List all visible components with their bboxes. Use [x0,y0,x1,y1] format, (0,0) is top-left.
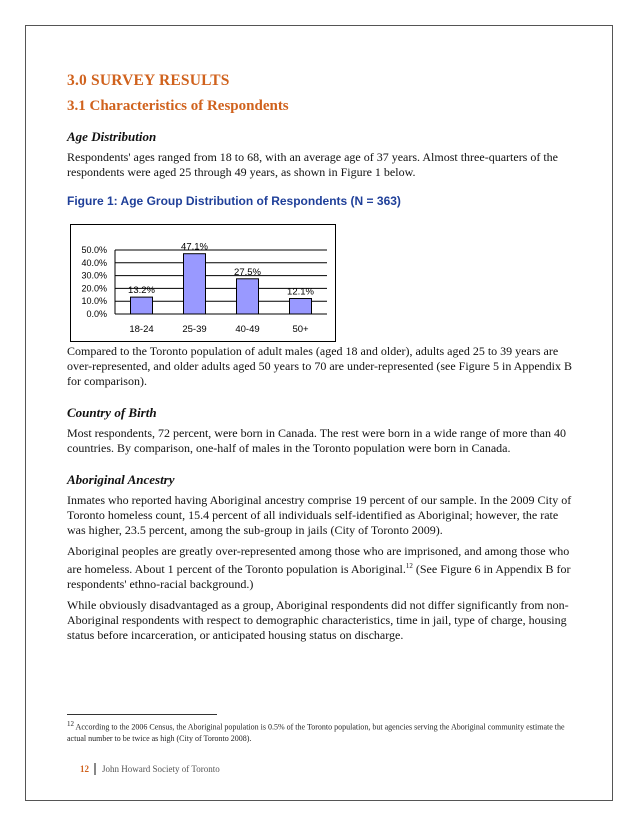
x-tick-label: 18-24 [129,324,154,335]
subsection-title: 3.1 Characteristics of Respondents [67,98,289,114]
bar [184,254,206,314]
data-label: 13.2% [128,285,155,297]
birth-heading: Country of Birth [67,405,157,420]
age-heading: Age Distribution [67,129,157,144]
footnote-rule [67,714,217,715]
page-footer [80,763,220,775]
footnote [67,719,577,744]
x-tick-label: 25-39 [182,324,207,335]
section-title: 3.0 SURVEY RESULTS [67,72,230,89]
x-tick-label: 50+ [292,324,309,335]
aboriginal-paragraph-1: Inmates who reported having Aboriginal ancestry comprise 19 percent of our sample. In the 2009 City of Toronto homeless count, 15.4 percent of all individuals self-identified as Aboriginal; however, the rate was higher, 23.5 percent, among the sub-group in jails (City of Toronto 2009). [67,493,572,537]
footer-org: John Howard Society of Toronto [102,764,220,774]
footnote-number: 12 [67,720,74,728]
age-paragraph: Respondents' ages ranged from 18 to 68, with an average age of 37 years. Almost three-quarters of the respondents were aged 25 through 49 years, as shown in Figure 1 below. [67,150,559,179]
y-tick-label: 20.0% [81,283,107,294]
y-tick-label: 30.0% [81,270,107,281]
y-tick-label: 40.0% [81,257,107,268]
bar [237,279,259,314]
figure-title: Figure 1: Age Group Distribution of Respondents (N = 363) [67,194,401,208]
aboriginal-p2-text: Aboriginal peoples are greatly over-represented among those who are imprisoned, and among those who are homeless. About 1 percent of the Toronto population is Aboriginal. [67,544,570,576]
y-tick-label: 50.0% [81,245,107,255]
aboriginal-p2-rest: (See Figure 6 in Appendix B for respondents' ethno-racial background.) [67,562,571,591]
data-label: 27.5% [234,266,261,278]
aboriginal-heading: Aboriginal Ancestry [67,472,175,487]
aboriginal-paragraph-3: While obviously disadvantaged as a group, Aboriginal respondents did not differ significantly from non-Aboriginal respondents with respect to demographic characteristics, time in jail, type of charge, housing status before incarceration, or anticipated housing status on discharge. [67,598,569,642]
data-label: 12.1% [287,286,314,298]
age-chart [70,224,336,342]
aboriginal-paragraph-2 [67,544,579,592]
footnote-ref[interactable]: 12 [405,562,413,570]
after-chart-paragraph: Compared to the Toronto population of adult males (aged 18 and older), adults aged 25 to 39 years are over-represented, and older adults aged 50 years to 70 are under-represented (see Figure 5 in Appendix B for comparison). [67,344,573,388]
footnote-text: According to the 2006 Census, the Aboriginal population is 0.5% of the Toronto population, but agencies serving the Aboriginal community estimate the actual number to be twice as high (City of Toronto 2008). [67,722,565,743]
age-chart-svg [70,224,336,342]
footer-divider [94,763,96,775]
bar [290,299,312,314]
birth-paragraph: Most respondents, 72 percent, were born in Canada. The rest were born in a wide range of more than 40 countries. By comparison, one-half of males in the Toronto population were born in Canada. [67,426,566,455]
x-tick-label: 40-49 [235,324,260,335]
page-number: 12 [80,764,89,774]
y-tick-label: 10.0% [81,296,107,307]
page-content [67,72,579,649]
y-tick-label: 0.0% [86,309,107,319]
data-label: 47.1% [181,241,208,253]
bar [131,297,153,314]
